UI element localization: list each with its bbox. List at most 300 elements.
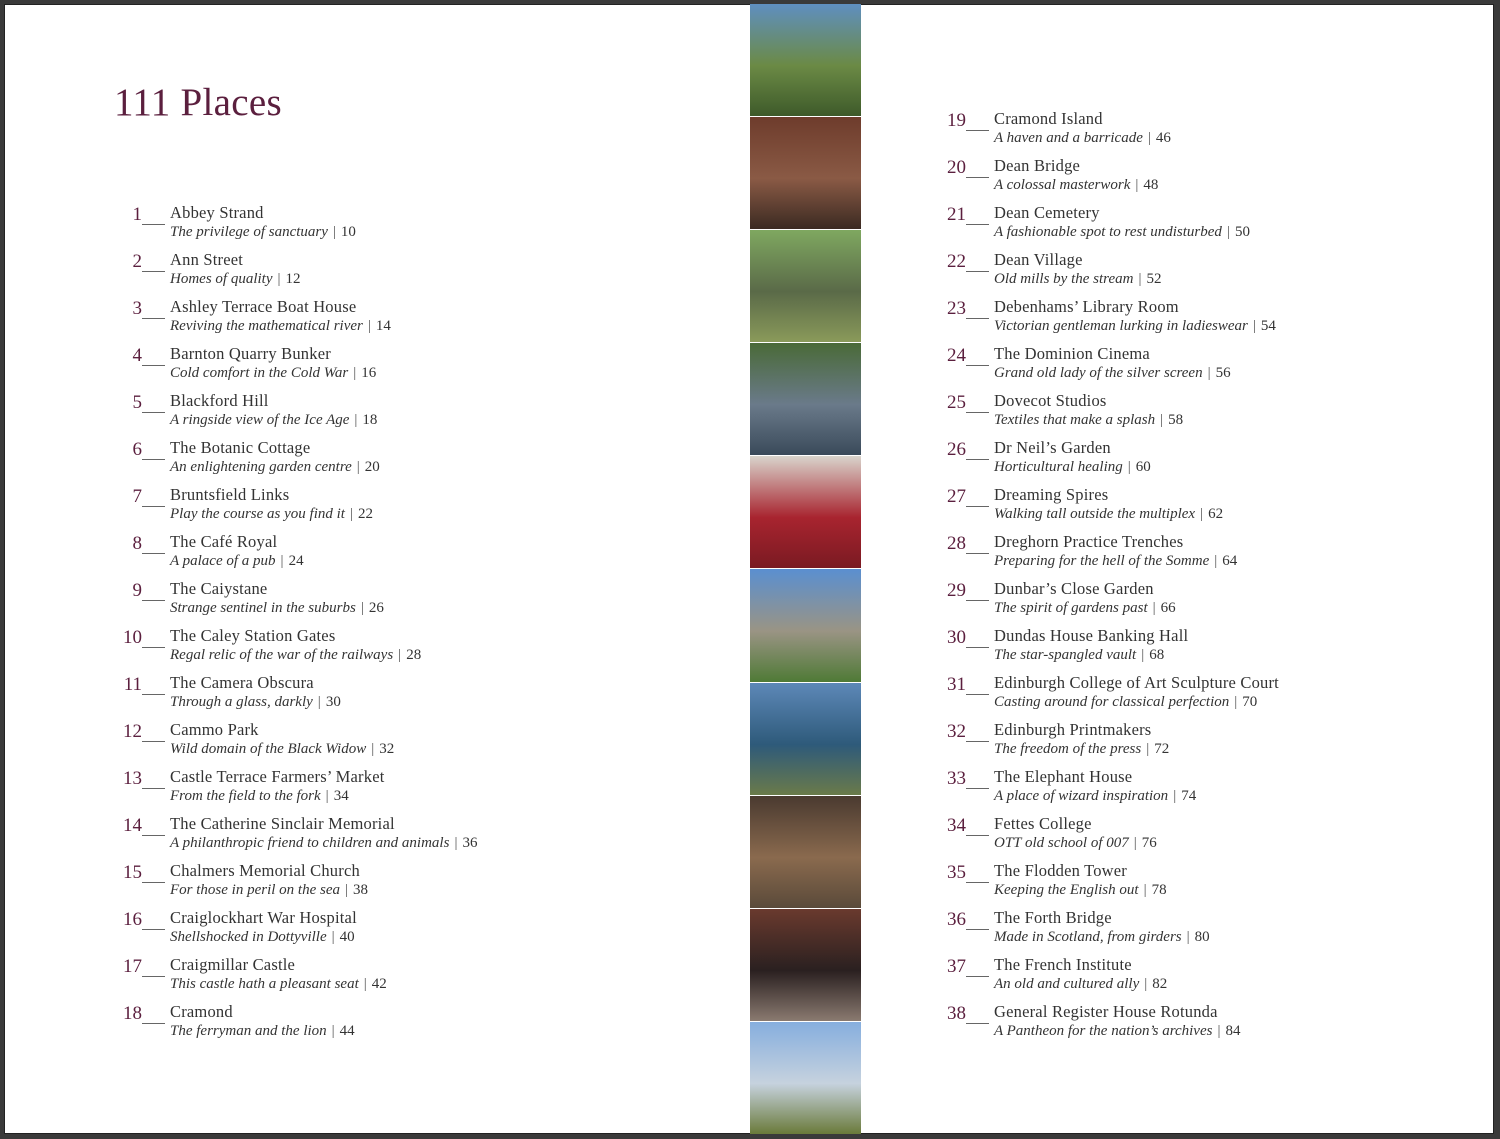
leader-rule	[966, 835, 989, 836]
entry-number: 23	[947, 298, 966, 319]
entry-number: 31	[947, 674, 966, 695]
place-tagline: This castle hath a pleasant seat	[170, 976, 359, 992]
place-tagline: An enlightening garden centre	[170, 459, 352, 475]
leader-rule	[966, 600, 989, 601]
separator: |	[367, 318, 371, 334]
leader-rule	[142, 647, 165, 648]
place-tagline: Made in Scotland, from girders	[994, 929, 1182, 945]
entry-subline	[994, 412, 1183, 429]
page-number: 50	[1234, 224, 1250, 240]
place-tagline: Homes of quality	[170, 271, 273, 287]
toc-entry	[936, 908, 1456, 955]
separator: |	[1207, 365, 1211, 381]
toc-entry	[112, 250, 712, 297]
toc-entry	[936, 720, 1456, 767]
page-number: 52	[1146, 271, 1162, 287]
toc-entry	[936, 673, 1456, 720]
separator: |	[354, 412, 358, 428]
place-name: Dean Village	[994, 250, 1083, 269]
place-tagline: From the field to the fork	[170, 788, 321, 804]
toc-entry	[936, 626, 1456, 673]
place-tagline: A fashionable spot to rest undisturbed	[994, 224, 1222, 240]
separator: |	[1135, 177, 1139, 193]
place-name: Debenhams’ Library Room	[994, 297, 1179, 316]
place-name: Cramond Island	[994, 109, 1103, 128]
entry-number: 28	[947, 533, 966, 554]
separator: |	[360, 600, 364, 616]
separator: |	[277, 271, 281, 287]
entry-number: 22	[947, 251, 966, 272]
entry-number: 36	[947, 909, 966, 930]
place-tagline: A palace of a pub	[170, 553, 276, 569]
leader-rule	[142, 271, 165, 272]
toc-entry	[112, 532, 712, 579]
entry-number: 37	[947, 956, 966, 977]
entry-subline	[170, 271, 301, 288]
leader-rule	[142, 365, 165, 366]
toc-entry	[112, 626, 712, 673]
toc-entry	[936, 203, 1456, 250]
entry-number: 6	[132, 439, 142, 460]
page-number: 22	[357, 506, 373, 522]
place-tagline: Reviving the mathematical river	[170, 318, 363, 334]
separator: |	[1252, 318, 1256, 334]
toc-list-right	[936, 109, 1456, 1049]
place-tagline: The ferryman and the lion	[170, 1023, 327, 1039]
separator: |	[363, 976, 367, 992]
toc-entry	[112, 908, 712, 955]
page-number: 34	[333, 788, 349, 804]
separator: |	[1173, 788, 1177, 804]
leader-rule	[966, 224, 989, 225]
separator: |	[1186, 929, 1190, 945]
entry-subline	[994, 788, 1196, 805]
place-name: Edinburgh Printmakers	[994, 720, 1152, 739]
photo-thumbnail	[750, 456, 861, 569]
page-number: 16	[361, 365, 377, 381]
place-name: The Forth Bridge	[994, 908, 1112, 927]
place-tagline: For those in peril on the sea	[170, 882, 340, 898]
entry-number: 13	[123, 768, 142, 789]
leader-rule	[966, 271, 989, 272]
leader-rule	[142, 835, 165, 836]
page-number: 46	[1155, 130, 1171, 146]
page-number: 68	[1149, 647, 1165, 663]
page-number: 32	[379, 741, 395, 757]
entry-subline	[170, 412, 377, 429]
separator: |	[1152, 600, 1156, 616]
photo-thumbnail	[750, 796, 861, 909]
separator: |	[280, 553, 284, 569]
leader-rule	[966, 365, 989, 366]
leader-rule	[142, 318, 165, 319]
leader-rule	[142, 506, 165, 507]
separator: |	[353, 365, 357, 381]
entry-number: 11	[123, 674, 142, 695]
place-tagline: The star-spangled vault	[994, 647, 1137, 663]
entry-subline	[994, 365, 1231, 382]
toc-entry	[112, 438, 712, 485]
place-tagline: The spirit of gardens past	[994, 600, 1148, 616]
separator: |	[1138, 271, 1142, 287]
entry-subline	[994, 224, 1250, 241]
entry-subline	[170, 694, 341, 711]
place-name: The Elephant House	[994, 767, 1133, 786]
leader-rule	[966, 506, 989, 507]
place-tagline: The freedom of the press	[994, 741, 1142, 757]
page-number: 62	[1208, 506, 1224, 522]
place-tagline: Textiles that make a splash	[994, 412, 1156, 428]
place-name: Blackford Hill	[170, 391, 269, 410]
place-tagline: A ringside view of the Ice Age	[170, 412, 350, 428]
toc-entry	[112, 1002, 712, 1049]
separator: |	[349, 506, 353, 522]
leader-rule	[966, 177, 989, 178]
photo-thumbnail	[750, 569, 861, 682]
page-number: 58	[1168, 412, 1184, 428]
place-name: Ashley Terrace Boat House	[170, 297, 357, 316]
separator: |	[317, 694, 321, 710]
toc-list-left	[112, 203, 712, 1049]
place-tagline: A haven and a barricade	[994, 130, 1143, 146]
entry-subline	[170, 929, 355, 946]
place-name: The Café Royal	[170, 532, 278, 551]
place-name: Cramond	[170, 1002, 233, 1021]
toc-entry	[112, 344, 712, 391]
page-number: 60	[1135, 459, 1151, 475]
toc-entry	[936, 250, 1456, 297]
toc-entry	[112, 814, 712, 861]
leader-rule	[966, 976, 989, 977]
place-name: Craiglockhart War Hospital	[170, 908, 357, 927]
entry-number: 21	[947, 204, 966, 225]
place-name: The Dominion Cinema	[994, 344, 1150, 363]
place-tagline: Victorian gentleman lurking in ladieswear	[994, 318, 1248, 334]
leader-rule	[966, 929, 989, 930]
place-name: The Catherine Sinclair Memorial	[170, 814, 395, 833]
entry-subline	[994, 694, 1257, 711]
toc-entry	[112, 297, 712, 344]
toc-entry	[112, 767, 712, 814]
place-tagline: Cold comfort in the Cold War	[170, 365, 349, 381]
toc-entry	[936, 438, 1456, 485]
toc-entry	[936, 861, 1456, 908]
place-tagline: Horticultural healing	[994, 459, 1123, 475]
entry-number: 7	[132, 486, 142, 507]
place-tagline: Casting around for classical perfection	[994, 694, 1230, 710]
leader-rule	[966, 694, 989, 695]
entry-subline	[170, 788, 349, 805]
entry-number: 38	[947, 1003, 966, 1024]
photo-thumbnail	[750, 117, 861, 230]
page-number: 84	[1225, 1023, 1241, 1039]
photo-thumbnail	[750, 683, 861, 796]
place-name: Abbey Strand	[170, 203, 264, 222]
entry-number: 1	[132, 204, 142, 225]
leader-rule	[966, 788, 989, 789]
entry-number: 5	[132, 392, 142, 413]
page-number: 44	[339, 1023, 355, 1039]
leader-rule	[142, 600, 165, 601]
separator: |	[1127, 459, 1131, 475]
separator: |	[1200, 506, 1204, 522]
separator: |	[454, 835, 458, 851]
leader-rule	[142, 224, 165, 225]
toc-entry	[936, 814, 1456, 861]
leader-rule	[966, 741, 989, 742]
separator: |	[1146, 741, 1150, 757]
place-name: Dovecot Studios	[994, 391, 1107, 410]
page-number: 72	[1154, 741, 1170, 757]
entry-subline	[170, 600, 384, 617]
place-name: Dr Neil’s Garden	[994, 438, 1111, 457]
photo-strip	[750, 4, 861, 1134]
toc-entry	[936, 485, 1456, 532]
place-name: Bruntsfield Links	[170, 485, 290, 504]
entry-subline	[170, 1023, 355, 1040]
page-number: 24	[288, 553, 304, 569]
page-number: 82	[1152, 976, 1168, 992]
toc-entry	[936, 1002, 1456, 1049]
place-name: Cammo Park	[170, 720, 259, 739]
leader-rule	[142, 694, 165, 695]
place-name: General Register House Rotunda	[994, 1002, 1218, 1021]
separator: |	[332, 224, 336, 240]
entry-subline	[170, 553, 304, 570]
page-number: 64	[1222, 553, 1238, 569]
entry-subline	[994, 835, 1157, 852]
place-name: Dreghorn Practice Trenches	[994, 532, 1184, 551]
leader-rule	[966, 882, 989, 883]
separator: |	[1234, 694, 1238, 710]
toc-entry	[936, 955, 1456, 1002]
place-tagline: Keeping the English out	[994, 882, 1139, 898]
entry-number: 8	[132, 533, 142, 554]
page-number: 12	[285, 271, 301, 287]
toc-entry	[112, 203, 712, 250]
place-name: Fettes College	[994, 814, 1092, 833]
toc-entry	[112, 391, 712, 438]
separator: |	[1144, 976, 1148, 992]
place-tagline: Old mills by the stream	[994, 271, 1134, 287]
place-tagline: Shellshocked in Dottyville	[170, 929, 327, 945]
entry-number: 33	[947, 768, 966, 789]
entry-subline	[994, 929, 1210, 946]
toc-entry	[936, 109, 1456, 156]
entry-number: 14	[123, 815, 142, 836]
leader-rule	[966, 647, 989, 648]
entry-number: 27	[947, 486, 966, 507]
entry-subline	[170, 647, 421, 664]
place-name: Dean Cemetery	[994, 203, 1100, 222]
leader-rule	[966, 459, 989, 460]
entry-number: 12	[123, 721, 142, 742]
leader-rule	[142, 412, 165, 413]
leader-rule	[142, 1023, 165, 1024]
separator: |	[398, 647, 402, 663]
page-number: 56	[1215, 365, 1231, 381]
entry-subline	[994, 177, 1158, 194]
page-number: 74	[1181, 788, 1197, 804]
entry-subline	[994, 741, 1169, 758]
page-number: 26	[368, 600, 384, 616]
separator: |	[1141, 647, 1145, 663]
separator: |	[1226, 224, 1230, 240]
toc-entry	[936, 391, 1456, 438]
place-tagline: OTT old school of 007	[994, 835, 1129, 851]
toc-entry	[112, 485, 712, 532]
entry-number: 18	[123, 1003, 142, 1024]
place-tagline: The privilege of sanctuary	[170, 224, 328, 240]
leader-rule	[142, 553, 165, 554]
place-name: Chalmers Memorial Church	[170, 861, 360, 880]
place-name: The Caiystane	[170, 579, 268, 598]
entry-subline	[994, 1023, 1240, 1040]
separator: |	[1133, 835, 1137, 851]
page-number: 80	[1194, 929, 1210, 945]
toc-entry	[112, 720, 712, 767]
entry-subline	[994, 600, 1176, 617]
place-tagline: Regal relic of the war of the railways	[170, 647, 394, 663]
place-name: The French Institute	[994, 955, 1132, 974]
entry-subline	[170, 224, 356, 241]
page-number: 78	[1151, 882, 1167, 898]
toc-entry	[112, 861, 712, 908]
place-name: Dreaming Spires	[994, 485, 1109, 504]
page-number: 14	[375, 318, 391, 334]
entry-subline	[994, 130, 1171, 147]
place-name: Dundas House Banking Hall	[994, 626, 1189, 645]
photo-thumbnail	[750, 230, 861, 343]
place-tagline: A Pantheon for the nation’s archives	[994, 1023, 1213, 1039]
entry-number: 25	[947, 392, 966, 413]
page-number: 76	[1141, 835, 1157, 851]
entry-number: 35	[947, 862, 966, 883]
place-name: Barnton Quarry Bunker	[170, 344, 331, 363]
page-number: 36	[462, 835, 478, 851]
entry-number: 9	[132, 580, 142, 601]
entry-subline	[994, 459, 1151, 476]
separator: |	[1217, 1023, 1221, 1039]
separator: |	[1143, 882, 1147, 898]
toc-entry	[936, 532, 1456, 579]
entry-subline	[994, 553, 1237, 570]
place-name: Dunbar’s Close Garden	[994, 579, 1154, 598]
page-number: 38	[353, 882, 368, 898]
place-name: Dean Bridge	[994, 156, 1081, 175]
entry-number: 30	[947, 627, 966, 648]
entry-subline	[994, 506, 1223, 523]
entry-subline	[994, 271, 1161, 288]
entry-subline	[170, 318, 391, 335]
page-title: 111 Places	[114, 81, 282, 124]
leader-rule	[142, 929, 165, 930]
place-name: The Botanic Cottage	[170, 438, 311, 457]
place-name: Craigmillar Castle	[170, 955, 296, 974]
page-number: 18	[362, 412, 378, 428]
entry-number: 17	[123, 956, 142, 977]
entry-subline	[170, 882, 368, 899]
entry-subline	[170, 741, 394, 758]
entry-number: 4	[132, 345, 142, 366]
photo-thumbnail	[750, 343, 861, 456]
entry-number: 2	[132, 251, 142, 272]
entry-number: 15	[123, 862, 142, 883]
place-tagline: Preparing for the hell of the Somme	[994, 553, 1210, 569]
toc-entry	[112, 579, 712, 626]
page-number: 48	[1143, 177, 1159, 193]
page-number: 42	[371, 976, 387, 992]
place-tagline: A place of wizard inspiration	[994, 788, 1169, 804]
entry-number: 16	[123, 909, 142, 930]
entry-number: 19	[947, 110, 966, 131]
separator: |	[356, 459, 360, 475]
photo-thumbnail	[750, 1022, 861, 1134]
entry-number: 34	[947, 815, 966, 836]
separator: |	[344, 882, 348, 898]
place-tagline: Through a glass, darkly	[170, 694, 313, 710]
entry-subline	[170, 459, 380, 476]
leader-rule	[966, 1023, 989, 1024]
place-name: The Flodden Tower	[994, 861, 1127, 880]
page-number: 66	[1160, 600, 1176, 616]
page-number: 70	[1242, 694, 1258, 710]
entry-number: 29	[947, 580, 966, 601]
entry-number: 3	[132, 298, 142, 319]
leader-rule	[142, 976, 165, 977]
place-tagline: Grand old lady of the silver screen	[994, 365, 1203, 381]
place-tagline: Play the course as you find it	[170, 506, 345, 522]
toc-entry	[112, 955, 712, 1002]
place-name: The Caley Station Gates	[170, 626, 336, 645]
place-name: Castle Terrace Farmers’ Market	[170, 767, 385, 786]
toc-entry	[112, 673, 712, 720]
entry-subline	[994, 882, 1167, 899]
place-tagline: A colossal masterwork	[994, 177, 1131, 193]
entry-subline	[170, 976, 387, 993]
leader-rule	[142, 788, 165, 789]
entry-subline	[994, 647, 1164, 664]
separator: |	[1147, 130, 1151, 146]
separator: |	[1214, 553, 1218, 569]
entry-subline	[170, 365, 376, 382]
entry-subline	[994, 976, 1167, 993]
leader-rule	[142, 459, 165, 460]
entry-number: 24	[947, 345, 966, 366]
toc-entry	[936, 579, 1456, 626]
place-name: Edinburgh College of Art Sculpture Court	[994, 673, 1279, 692]
page-number: 20	[364, 459, 380, 475]
toc-entry	[936, 297, 1456, 344]
toc-entry	[936, 156, 1456, 203]
toc-entry	[936, 344, 1456, 391]
separator: |	[371, 741, 375, 757]
place-tagline: A philanthropic friend to children and animals	[170, 835, 450, 851]
entry-number: 20	[947, 157, 966, 178]
separator: |	[331, 929, 335, 945]
entry-subline	[994, 318, 1276, 335]
page-number: 54	[1260, 318, 1276, 334]
entry-subline	[170, 835, 477, 852]
toc-entry	[936, 767, 1456, 814]
page-number: 40	[339, 929, 355, 945]
leader-rule	[142, 741, 165, 742]
entry-number: 32	[947, 721, 966, 742]
leader-rule	[966, 553, 989, 554]
leader-rule	[966, 318, 989, 319]
place-tagline: Strange sentinel in the suburbs	[170, 600, 356, 616]
place-tagline: Wild domain of the Black Widow	[170, 741, 367, 757]
